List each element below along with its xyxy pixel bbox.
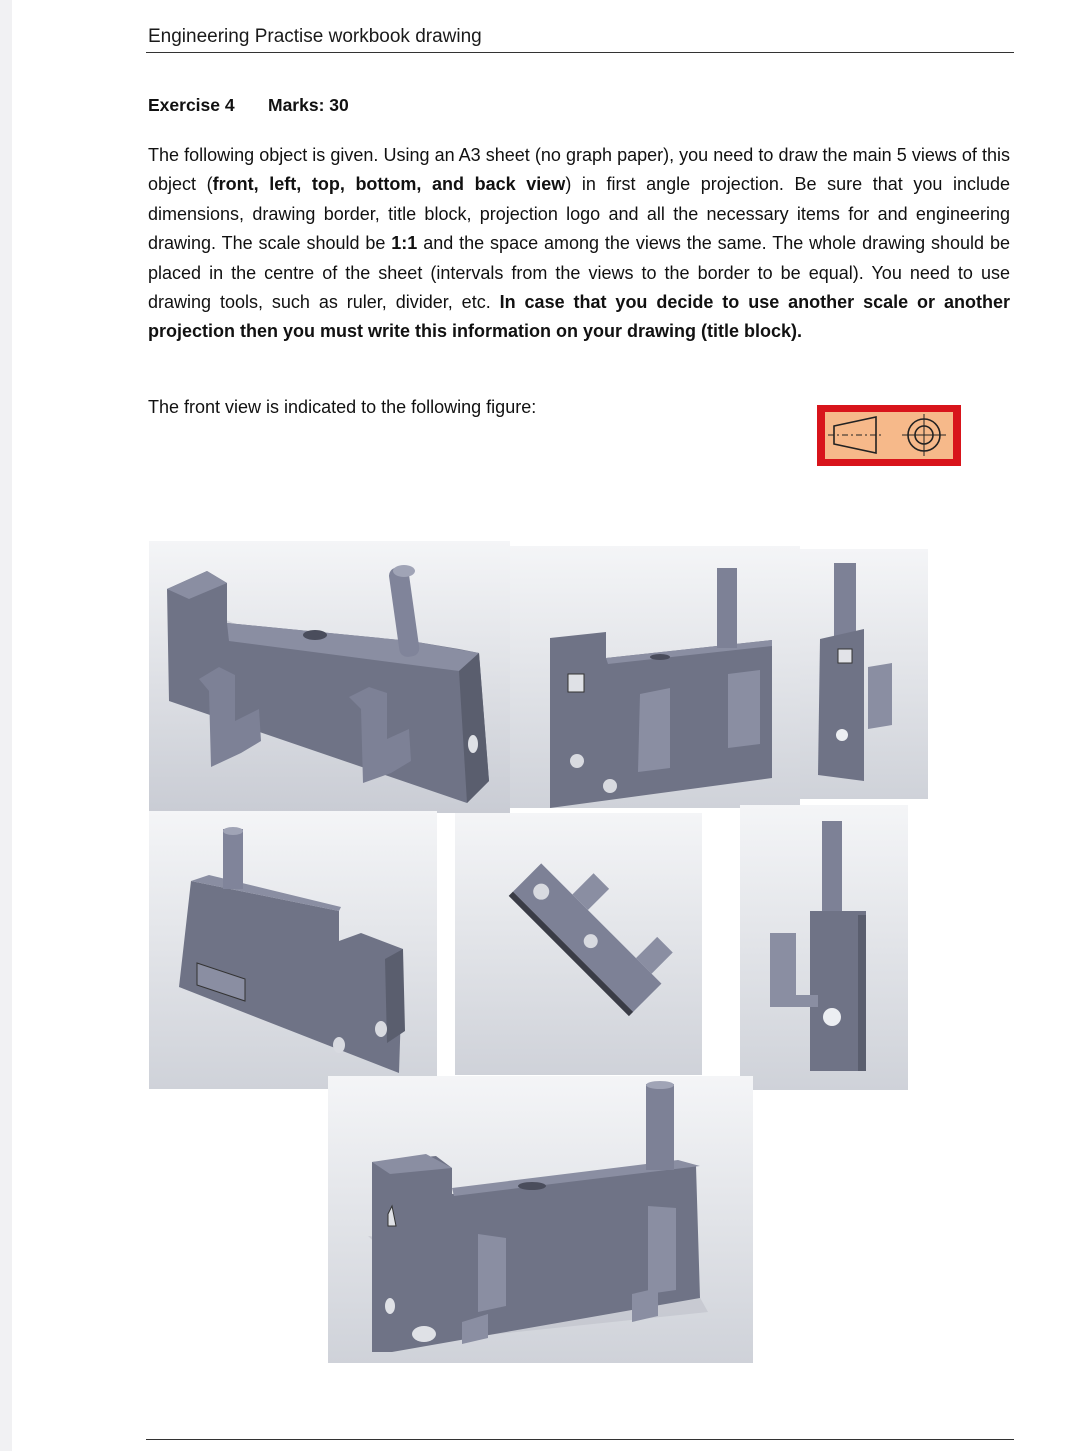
isometric-view-1-image	[149, 541, 510, 813]
isometric-view-4-image	[455, 813, 702, 1075]
header-divider	[146, 52, 1014, 53]
document-page	[12, 0, 1080, 1451]
isometric-view-3-image	[149, 811, 437, 1089]
marks-label: Marks: 30	[268, 95, 349, 115]
side-view-1-image	[800, 549, 928, 799]
isometric-view-2-image	[510, 546, 800, 808]
instructions-text-1: The following object is given. Using an A3 sheet (no graph paper), you need to draw the main 5 views of this object (	[148, 145, 1010, 195]
footer-divider	[146, 1439, 1014, 1440]
instructions-bold-scale: 1:1	[391, 233, 418, 254]
instructions-bold-views: front, left, top, bottom, and back view	[212, 174, 566, 195]
front-view-image	[328, 1076, 753, 1363]
instructions-bold-warning: In case that you decide to use another scale or another projection then you must write this information on your drawing (title block).	[148, 292, 1010, 342]
first-angle-projection-icon	[816, 404, 962, 467]
side-view-2-image	[740, 805, 908, 1090]
header-title: Engineering Practise workbook drawing	[148, 26, 482, 47]
front-view-note: The front view is indicated to the following figure:	[148, 397, 537, 417]
instructions-text-3: and the space among the views the same. The whole drawing should be placed in the centre of the sheet (intervals from the views to the border to be equal). You need to use drawing tools, such as ruler, divider, etc.	[148, 233, 1010, 313]
instructions-paragraph	[148, 141, 1010, 347]
exercise-label: Exercise 4	[148, 95, 235, 115]
instructions-text-2: ) in first angle projection. Be sure that you include dimensions, drawing border, title block, projection logo and all the necessary items for and engineering drawing. The scale should be	[148, 174, 1011, 254]
